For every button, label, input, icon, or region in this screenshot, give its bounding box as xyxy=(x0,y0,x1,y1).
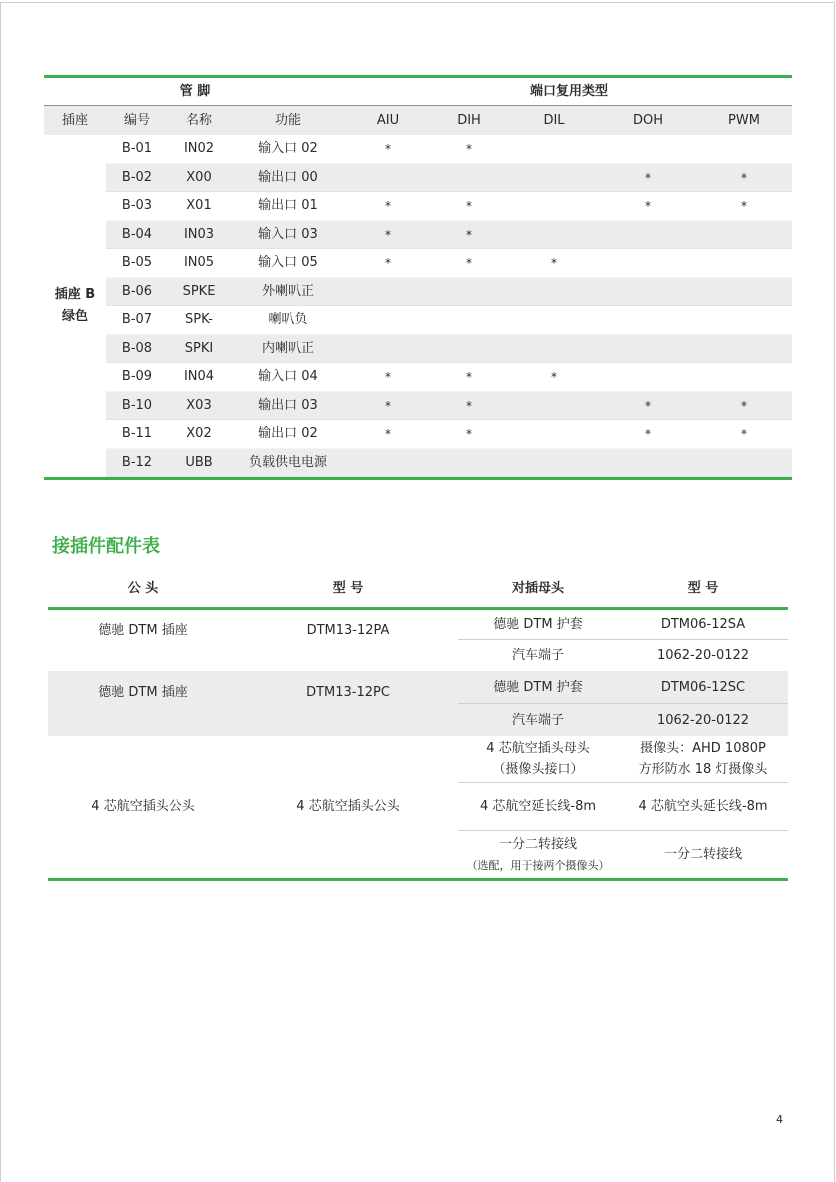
doh-mark-cell xyxy=(600,278,696,307)
female-model-text: 一分二转接线 xyxy=(663,847,742,862)
doh-mark-cell xyxy=(600,335,696,364)
header-male-connector: 公 头 xyxy=(127,581,159,596)
dih-mark-cell xyxy=(430,449,508,478)
male-model-cell xyxy=(238,736,458,878)
pin-number-cell: B-07 xyxy=(121,312,153,327)
mating-part-row xyxy=(458,704,788,736)
pin-row xyxy=(106,278,792,307)
mating-part-row xyxy=(458,610,788,640)
pin-function-cell: 输入口 04 xyxy=(258,369,318,384)
pin-function-cell: 喇叭负 xyxy=(268,312,308,327)
pin-row xyxy=(106,164,792,193)
pin-rows xyxy=(106,135,792,477)
female-model-text-line2: 方形防水 18 灯摄像头 xyxy=(638,762,768,777)
dil-mark-cell xyxy=(508,420,600,449)
aiu-mark-cell xyxy=(346,306,430,335)
male-model-cell: DTM13-12PA xyxy=(306,623,390,638)
female-connector-cell xyxy=(458,831,618,878)
pin-column-header xyxy=(44,106,792,135)
pin-number-cell: B-08 xyxy=(121,340,153,356)
female-connector-text: 一分二转接线 xyxy=(498,836,577,852)
accessory-table xyxy=(48,574,788,881)
pin-function-cell: 内喇叭正 xyxy=(261,340,314,356)
mating-part-row xyxy=(458,783,788,831)
female-model-cell xyxy=(618,671,788,703)
dih-mark-cell: * xyxy=(466,398,472,413)
aiu-mark-cell xyxy=(346,164,430,193)
pin-function-cell: 负载供电电源 xyxy=(248,454,327,470)
female-connector-cell xyxy=(458,671,618,703)
pin-number-cell: B-06 xyxy=(121,283,153,299)
female-connector-text: 4 芯航空延长线-8m xyxy=(479,799,597,814)
header-male-model: 型 号 xyxy=(332,581,364,596)
mating-part-row xyxy=(458,831,788,878)
doh-mark-cell xyxy=(600,135,696,164)
dih-mark-cell xyxy=(430,278,508,307)
pwm-mark-cell xyxy=(696,449,792,478)
female-connector-cell xyxy=(458,640,618,671)
dih-mark-cell: * xyxy=(466,256,472,270)
female-model-cell xyxy=(618,831,788,878)
dih-mark-cell: * xyxy=(466,227,472,242)
female-connector-note: （摄像头接口） xyxy=(492,762,584,777)
male-connector-text: 4 芯航空插头公头 xyxy=(91,799,195,814)
pins-group-label: 管 脚 xyxy=(179,84,211,99)
mating-parts xyxy=(458,610,788,671)
pin-number-cell: B-10 xyxy=(121,397,153,413)
aiu-mark-cell xyxy=(346,335,430,364)
pin-row xyxy=(106,363,792,392)
pin-row xyxy=(106,420,792,449)
accessory-table-bottom-rule xyxy=(48,878,788,881)
female-connector-note: （选配，用于接两个摄像头） xyxy=(466,858,610,872)
pin-name-cell: X02 xyxy=(186,426,212,441)
pin-row xyxy=(106,392,792,421)
female-model-text: DTM06-12SA xyxy=(660,617,746,632)
pwm-mark-cell xyxy=(696,363,792,392)
aiu-mark-cell: * xyxy=(385,256,391,270)
female-connector-text: 德驰 DTM 护套 xyxy=(493,617,583,632)
dil-mark-cell xyxy=(508,135,600,164)
pin-name-cell: IN03 xyxy=(183,226,215,242)
male-connector-cell: 德驰 DTM 插座 xyxy=(98,685,188,700)
mating-part-row xyxy=(458,736,788,783)
aiu-mark-cell: * xyxy=(385,199,391,213)
column-header-doh: DOH xyxy=(632,113,664,128)
dih-mark-cell: * xyxy=(466,142,472,156)
pin-number-cell: B-12 xyxy=(121,454,153,470)
doh-mark-cell: * xyxy=(645,170,651,185)
header-female-model: 型 号 xyxy=(687,581,719,596)
dil-mark-cell: * xyxy=(551,370,557,384)
pin-name-cell: IN02 xyxy=(183,141,215,156)
mating-part-row xyxy=(458,671,788,704)
pin-number-cell: B-05 xyxy=(121,255,153,270)
dil-mark-cell xyxy=(508,164,600,193)
male-connector-cell: 德驰 DTM 插座 xyxy=(98,623,188,638)
header-female-connector: 对插母头 xyxy=(511,581,564,596)
doh-mark-cell: * xyxy=(645,427,651,441)
doh-mark-cell xyxy=(600,363,696,392)
accessory-group xyxy=(48,610,788,671)
dih-mark-cell xyxy=(430,306,508,335)
pin-function-cell: 输出口 03 xyxy=(258,397,318,413)
male-model-text: 4 芯航空插头公头 xyxy=(296,799,400,814)
female-connector-cell xyxy=(458,736,618,782)
pin-function-cell: 输入口 05 xyxy=(258,255,318,270)
female-model-cell xyxy=(618,736,788,782)
female-model-text: 4 芯航空头延长线-8m xyxy=(638,799,768,814)
pin-row xyxy=(106,249,792,278)
mating-part-row xyxy=(458,640,788,671)
doh-mark-cell xyxy=(600,306,696,335)
column-header-name: 名称 xyxy=(185,113,212,128)
dih-mark-cell: * xyxy=(466,427,472,441)
pin-table-bottom-rule xyxy=(44,477,792,480)
pin-table xyxy=(44,75,792,480)
doh-mark-cell xyxy=(600,249,696,278)
female-connector-cell xyxy=(458,704,618,736)
pin-row xyxy=(106,135,792,164)
female-connector-cell xyxy=(458,783,618,830)
female-connector-text: 4 芯航空插头母头 xyxy=(486,741,590,756)
mating-parts xyxy=(458,736,788,878)
pin-number-cell: B-02 xyxy=(121,169,153,185)
pin-row xyxy=(106,306,792,335)
female-connector-cell xyxy=(458,610,618,639)
column-header-aiu: AIU xyxy=(376,113,400,128)
pwm-mark-cell xyxy=(696,306,792,335)
pwm-mark-cell xyxy=(696,221,792,250)
male-model-cell: DTM13-12PC xyxy=(306,685,390,700)
accessory-section-title: 接插件配件表 xyxy=(52,536,160,557)
dih-mark-cell: * xyxy=(466,370,472,384)
female-model-text: 1062-20-0122 xyxy=(656,712,750,728)
pwm-mark-cell: * xyxy=(741,170,747,185)
aiu-mark-cell xyxy=(346,449,430,478)
pin-name-cell: SPK- xyxy=(185,312,213,327)
aiu-mark-cell: * xyxy=(385,227,391,242)
aiu-mark-cell: * xyxy=(385,427,391,441)
dil-mark-cell xyxy=(508,392,600,421)
accessory-table-header xyxy=(48,574,788,607)
doh-mark-cell xyxy=(600,449,696,478)
pin-function-cell: 外喇叭正 xyxy=(261,283,314,299)
doh-mark-cell: * xyxy=(645,199,651,213)
female-model-text: 1062-20-0122 xyxy=(656,648,750,663)
pwm-mark-cell: * xyxy=(741,398,747,413)
dil-mark-cell xyxy=(508,335,600,364)
pin-function-cell: 输入口 02 xyxy=(258,141,318,156)
pin-row xyxy=(106,192,792,221)
female-model-cell xyxy=(618,610,788,639)
column-header-socket: 插座 xyxy=(61,113,88,128)
dih-mark-cell xyxy=(430,164,508,193)
male-connector-cell xyxy=(48,736,238,878)
socket-label-line2: 绿色 xyxy=(61,309,88,324)
column-header-number: 编号 xyxy=(123,113,150,128)
pwm-mark-cell xyxy=(696,249,792,278)
aiu-mark-cell xyxy=(346,278,430,307)
dil-mark-cell xyxy=(508,306,600,335)
pin-name-cell: SPKI xyxy=(184,340,214,356)
column-header-dil: DIL xyxy=(543,113,565,128)
column-header-dih: DIH xyxy=(457,113,481,128)
female-connector-text: 德驰 DTM 护套 xyxy=(493,679,583,695)
page-number: 4 xyxy=(776,1113,783,1126)
column-header-pwm: PWM xyxy=(728,113,760,128)
female-model-text: 摄像头：AHD 1080P xyxy=(640,741,766,756)
pin-number-cell: B-11 xyxy=(121,426,153,441)
pwm-mark-cell xyxy=(696,335,792,364)
doh-mark-cell xyxy=(600,221,696,250)
pin-name-cell: X03 xyxy=(186,397,212,413)
pwm-mark-cell: * xyxy=(741,199,747,213)
female-model-cell xyxy=(618,783,788,830)
pin-function-cell: 输出口 02 xyxy=(258,426,318,441)
port-types-group-label: 端口复用类型 xyxy=(529,84,608,99)
pin-number-cell: B-03 xyxy=(121,198,153,213)
dih-mark-cell: * xyxy=(466,199,472,213)
dil-mark-cell xyxy=(508,221,600,250)
pin-name-cell: IN05 xyxy=(183,255,215,270)
female-connector-text: 汽车端子 xyxy=(511,648,564,663)
pin-group-header xyxy=(44,78,792,106)
socket-label-line1: 插座 B xyxy=(54,287,96,302)
pin-name-cell: X01 xyxy=(186,198,212,213)
pin-function-cell: 输出口 01 xyxy=(258,198,318,213)
socket-label-cell xyxy=(44,135,106,477)
pin-row xyxy=(106,449,792,478)
accessory-group xyxy=(48,736,788,878)
pin-number-cell: B-09 xyxy=(121,369,153,384)
aiu-mark-cell: * xyxy=(385,142,391,156)
dil-mark-cell: * xyxy=(551,256,557,270)
pin-name-cell: IN04 xyxy=(183,369,215,384)
pwm-mark-cell xyxy=(696,278,792,307)
aiu-mark-cell: * xyxy=(385,370,391,384)
pin-name-cell: UBB xyxy=(185,454,213,470)
aiu-mark-cell: * xyxy=(385,398,391,413)
dil-mark-cell xyxy=(508,192,600,221)
accessory-group xyxy=(48,671,788,736)
pin-name-cell: X00 xyxy=(186,169,212,185)
pwm-mark-cell: * xyxy=(741,427,747,441)
female-model-cell xyxy=(618,640,788,671)
dih-mark-cell xyxy=(430,335,508,364)
pin-number-cell: B-01 xyxy=(121,141,153,156)
female-model-cell xyxy=(618,704,788,736)
doh-mark-cell: * xyxy=(645,398,651,413)
mating-parts xyxy=(458,671,788,736)
pin-number-cell: B-04 xyxy=(121,226,153,242)
dil-mark-cell xyxy=(508,449,600,478)
pin-table-body xyxy=(44,135,792,477)
pin-row xyxy=(106,221,792,250)
pin-function-cell: 输出口 00 xyxy=(258,169,318,185)
pin-row xyxy=(106,335,792,364)
female-model-text: DTM06-12SC xyxy=(660,679,746,695)
column-header-function: 功能 xyxy=(274,113,301,128)
dil-mark-cell xyxy=(508,278,600,307)
pin-function-cell: 输入口 03 xyxy=(258,226,318,242)
female-connector-text: 汽车端子 xyxy=(511,712,564,728)
pin-name-cell: SPKE xyxy=(182,283,216,299)
pwm-mark-cell xyxy=(696,135,792,164)
